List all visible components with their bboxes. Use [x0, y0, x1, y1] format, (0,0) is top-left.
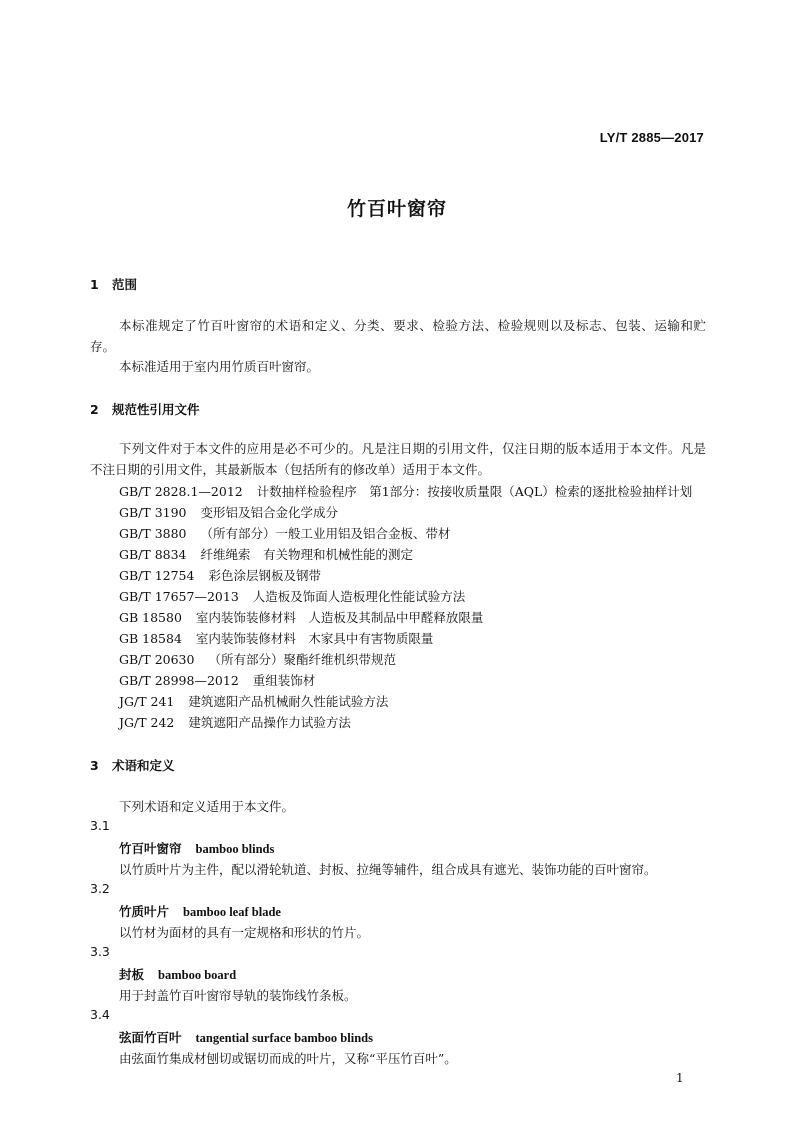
term-zh: 封板	[119, 967, 145, 982]
term-definition: 由弦面竹集成材刨切或锯切而成的叶片，又称“平压竹百叶”。	[119, 1051, 457, 1066]
reference-title: 建筑遮阳产品机械耐久性能试验方法	[188, 694, 389, 709]
term-entry	[119, 839, 274, 857]
section-title: 术语和定义	[112, 758, 175, 773]
reference-code: GB/T 28998—2012	[119, 673, 239, 688]
term-entry	[119, 902, 281, 920]
section-number: 3	[90, 758, 99, 773]
reference-item	[119, 692, 388, 710]
reference-code: GB/T 20630	[119, 652, 195, 667]
reference-item	[119, 524, 451, 542]
reference-item	[119, 566, 321, 584]
section-number: 1	[90, 277, 99, 292]
reference-title: 建筑遮阳产品操作力试验方法	[188, 715, 351, 730]
reference-title: （所有部分）聚酯纤维机织带规范	[208, 652, 396, 667]
reference-item	[119, 629, 433, 647]
reference-code: GB/T 8834	[119, 547, 187, 562]
reference-title: 室内装饰装修材料 木家具中有害物质限量	[195, 631, 434, 646]
section-title: 规范性引用文件	[112, 402, 200, 417]
paragraph: 本标准适用于室内用竹质百叶窗帘。	[119, 359, 320, 374]
term-zh: 竹质叶片	[119, 904, 170, 919]
section-1-heading	[90, 275, 137, 293]
clause-number: 3.4	[90, 1007, 110, 1022]
reference-title: 人造板及饰面人造板理化性能试验方法	[252, 589, 466, 604]
reference-code: JG/T 241	[119, 694, 175, 709]
reference-code: GB 18580	[119, 610, 182, 625]
section-3-heading	[90, 756, 175, 774]
reference-code: GB/T 17657—2013	[119, 589, 239, 604]
clause-number: 3.2	[90, 881, 110, 896]
reference-item	[119, 482, 692, 500]
term-entry	[119, 965, 236, 983]
term-definition: 以竹材为面材的具有一定规格和形状的竹片。	[119, 925, 370, 940]
reference-code: GB/T 2828.1—2012	[119, 484, 243, 499]
section-title: 范围	[112, 277, 138, 292]
term-zh: 弦面竹百叶	[119, 1030, 182, 1045]
reference-item	[119, 650, 396, 668]
clause-number: 3.1	[90, 818, 110, 833]
reference-title: 纤维绳索 有关物理和机械性能的测定	[200, 547, 414, 562]
paragraph: 本标准规定了竹百叶窗帘的术语和定义、分类、要求、检验方法、检验规则以及标志、包装、运输和贮存。	[90, 318, 706, 354]
section-2-heading	[90, 400, 200, 418]
term-definition: 用于封盖竹百叶窗帘导轨的装饰线竹条板。	[119, 988, 357, 1003]
reference-item	[119, 587, 465, 605]
clause-number: 3.3	[90, 944, 110, 959]
term-en: tangential surface bamboo blinds	[195, 1031, 373, 1045]
reference-title: 计数抽样检验程序 第1部分：按接收质量限（AQL）检索的逐批检验抽样计划	[256, 484, 693, 499]
reference-item	[119, 608, 483, 626]
reference-code: GB/T 12754	[119, 568, 195, 583]
document-title: 竹百叶窗帘	[346, 198, 447, 220]
term-en: bamboo board	[158, 968, 237, 982]
paragraph: 下列术语和定义适用于本文件。	[119, 799, 295, 814]
reference-item	[119, 713, 351, 731]
reference-item	[119, 503, 338, 521]
term-zh: 竹百叶窗帘	[119, 841, 182, 856]
reference-title: 重组装饰材	[252, 673, 316, 688]
term-en: bamboo leaf blade	[183, 905, 281, 919]
term-entry	[119, 1028, 373, 1046]
paragraph: 下列文件对于本文件的应用是必不可少的。凡是注日期的引用文件，仅注日期的版本适用于本文件。凡是不注日期的引用文件，其最新版本（包括所有的修改单）适用于本文件。	[90, 441, 706, 477]
reference-code: GB 18584	[119, 631, 182, 646]
reference-title: （所有部分）一般工业用铝及铝合金板、带材	[200, 526, 451, 541]
reference-item	[119, 671, 315, 689]
page-number: 1	[676, 1071, 684, 1085]
standard-code: LY/T 2885—2017	[599, 130, 704, 145]
reference-item	[119, 545, 413, 563]
term-en: bamboo blinds	[195, 842, 275, 856]
reference-title: 室内装饰装修材料 人造板及其制品中甲醛释放限量	[195, 610, 484, 625]
reference-title: 彩色涂层钢板及钢带	[208, 568, 321, 583]
reference-code: GB/T 3190	[119, 505, 187, 520]
reference-title: 变形铝及铝合金化学成分	[200, 505, 339, 520]
reference-code: GB/T 3880	[119, 526, 187, 541]
section-number: 2	[90, 402, 99, 417]
term-definition: 以竹质叶片为主件，配以滑轮轨道、封板、拉绳等辅件，组合成具有遮光、装饰功能的百叶窗帘。	[119, 862, 657, 877]
reference-code: JG/T 242	[119, 715, 175, 730]
